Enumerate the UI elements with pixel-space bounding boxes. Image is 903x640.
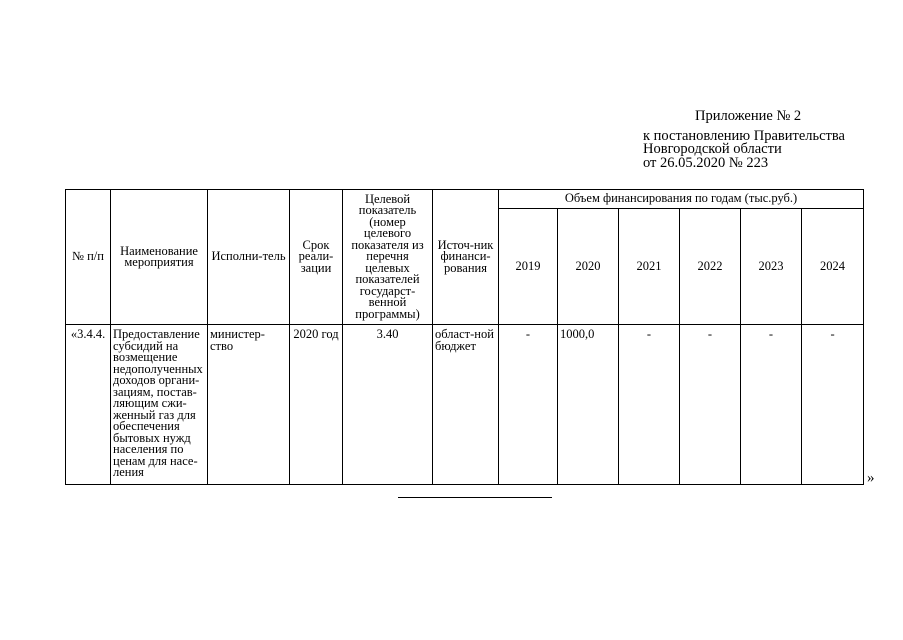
row-name: Предоставление субсидий на возмещение недополученных доходов органи-зациям, постав-ляющим сжи-женный газ для обеспечения бытовых нужд населения по ценам для насе-ления — [111, 325, 208, 485]
header-year: 2020 — [558, 209, 619, 325]
row-value: - — [802, 325, 864, 485]
header-year: 2021 — [619, 209, 680, 325]
header-year: 2023 — [741, 209, 802, 325]
row-value: 1000,0 — [558, 325, 619, 485]
row-term: 2020 год — [290, 325, 343, 485]
header-target: Целевой показатель (номер целевого показателя из перечня целевых показателей государст-венной программы) — [343, 190, 433, 325]
row-value: - — [499, 325, 558, 485]
header-executor: Исполни-тель — [208, 190, 290, 325]
header-year: 2019 — [499, 209, 558, 325]
annex-header — [643, 110, 845, 170]
row-executor: министер-ство — [208, 325, 290, 485]
header-year: 2024 — [802, 209, 864, 325]
table-row — [66, 325, 864, 485]
financing-table — [65, 189, 864, 485]
annex-line-2: Новгородской области — [643, 141, 782, 157]
header-source: Источ-ник финанси-рования — [433, 190, 499, 325]
footer-divider — [398, 497, 552, 498]
header-name: Наименование мероприятия — [111, 190, 208, 325]
header-num: № п/п — [66, 190, 111, 325]
row-value: - — [619, 325, 680, 485]
header-financing-group: Объем финансирования по годам (тыс.руб.) — [499, 190, 864, 209]
annex-line-1: к постановлению Правительства — [643, 127, 845, 144]
row-num: «3.4.4. — [66, 325, 111, 485]
annex-line-3: от 26.05.2020 № 223 — [643, 154, 769, 171]
row-value: - — [680, 325, 741, 485]
closing-quote: » — [867, 470, 875, 486]
header-year: 2022 — [680, 209, 741, 325]
header-term: Срок реали-зации — [290, 190, 343, 325]
annex-title: Приложение № 2 — [695, 108, 802, 124]
row-source: област-ной бюджет — [433, 325, 499, 485]
row-target: 3.40 — [343, 325, 433, 485]
row-value: - — [741, 325, 802, 485]
